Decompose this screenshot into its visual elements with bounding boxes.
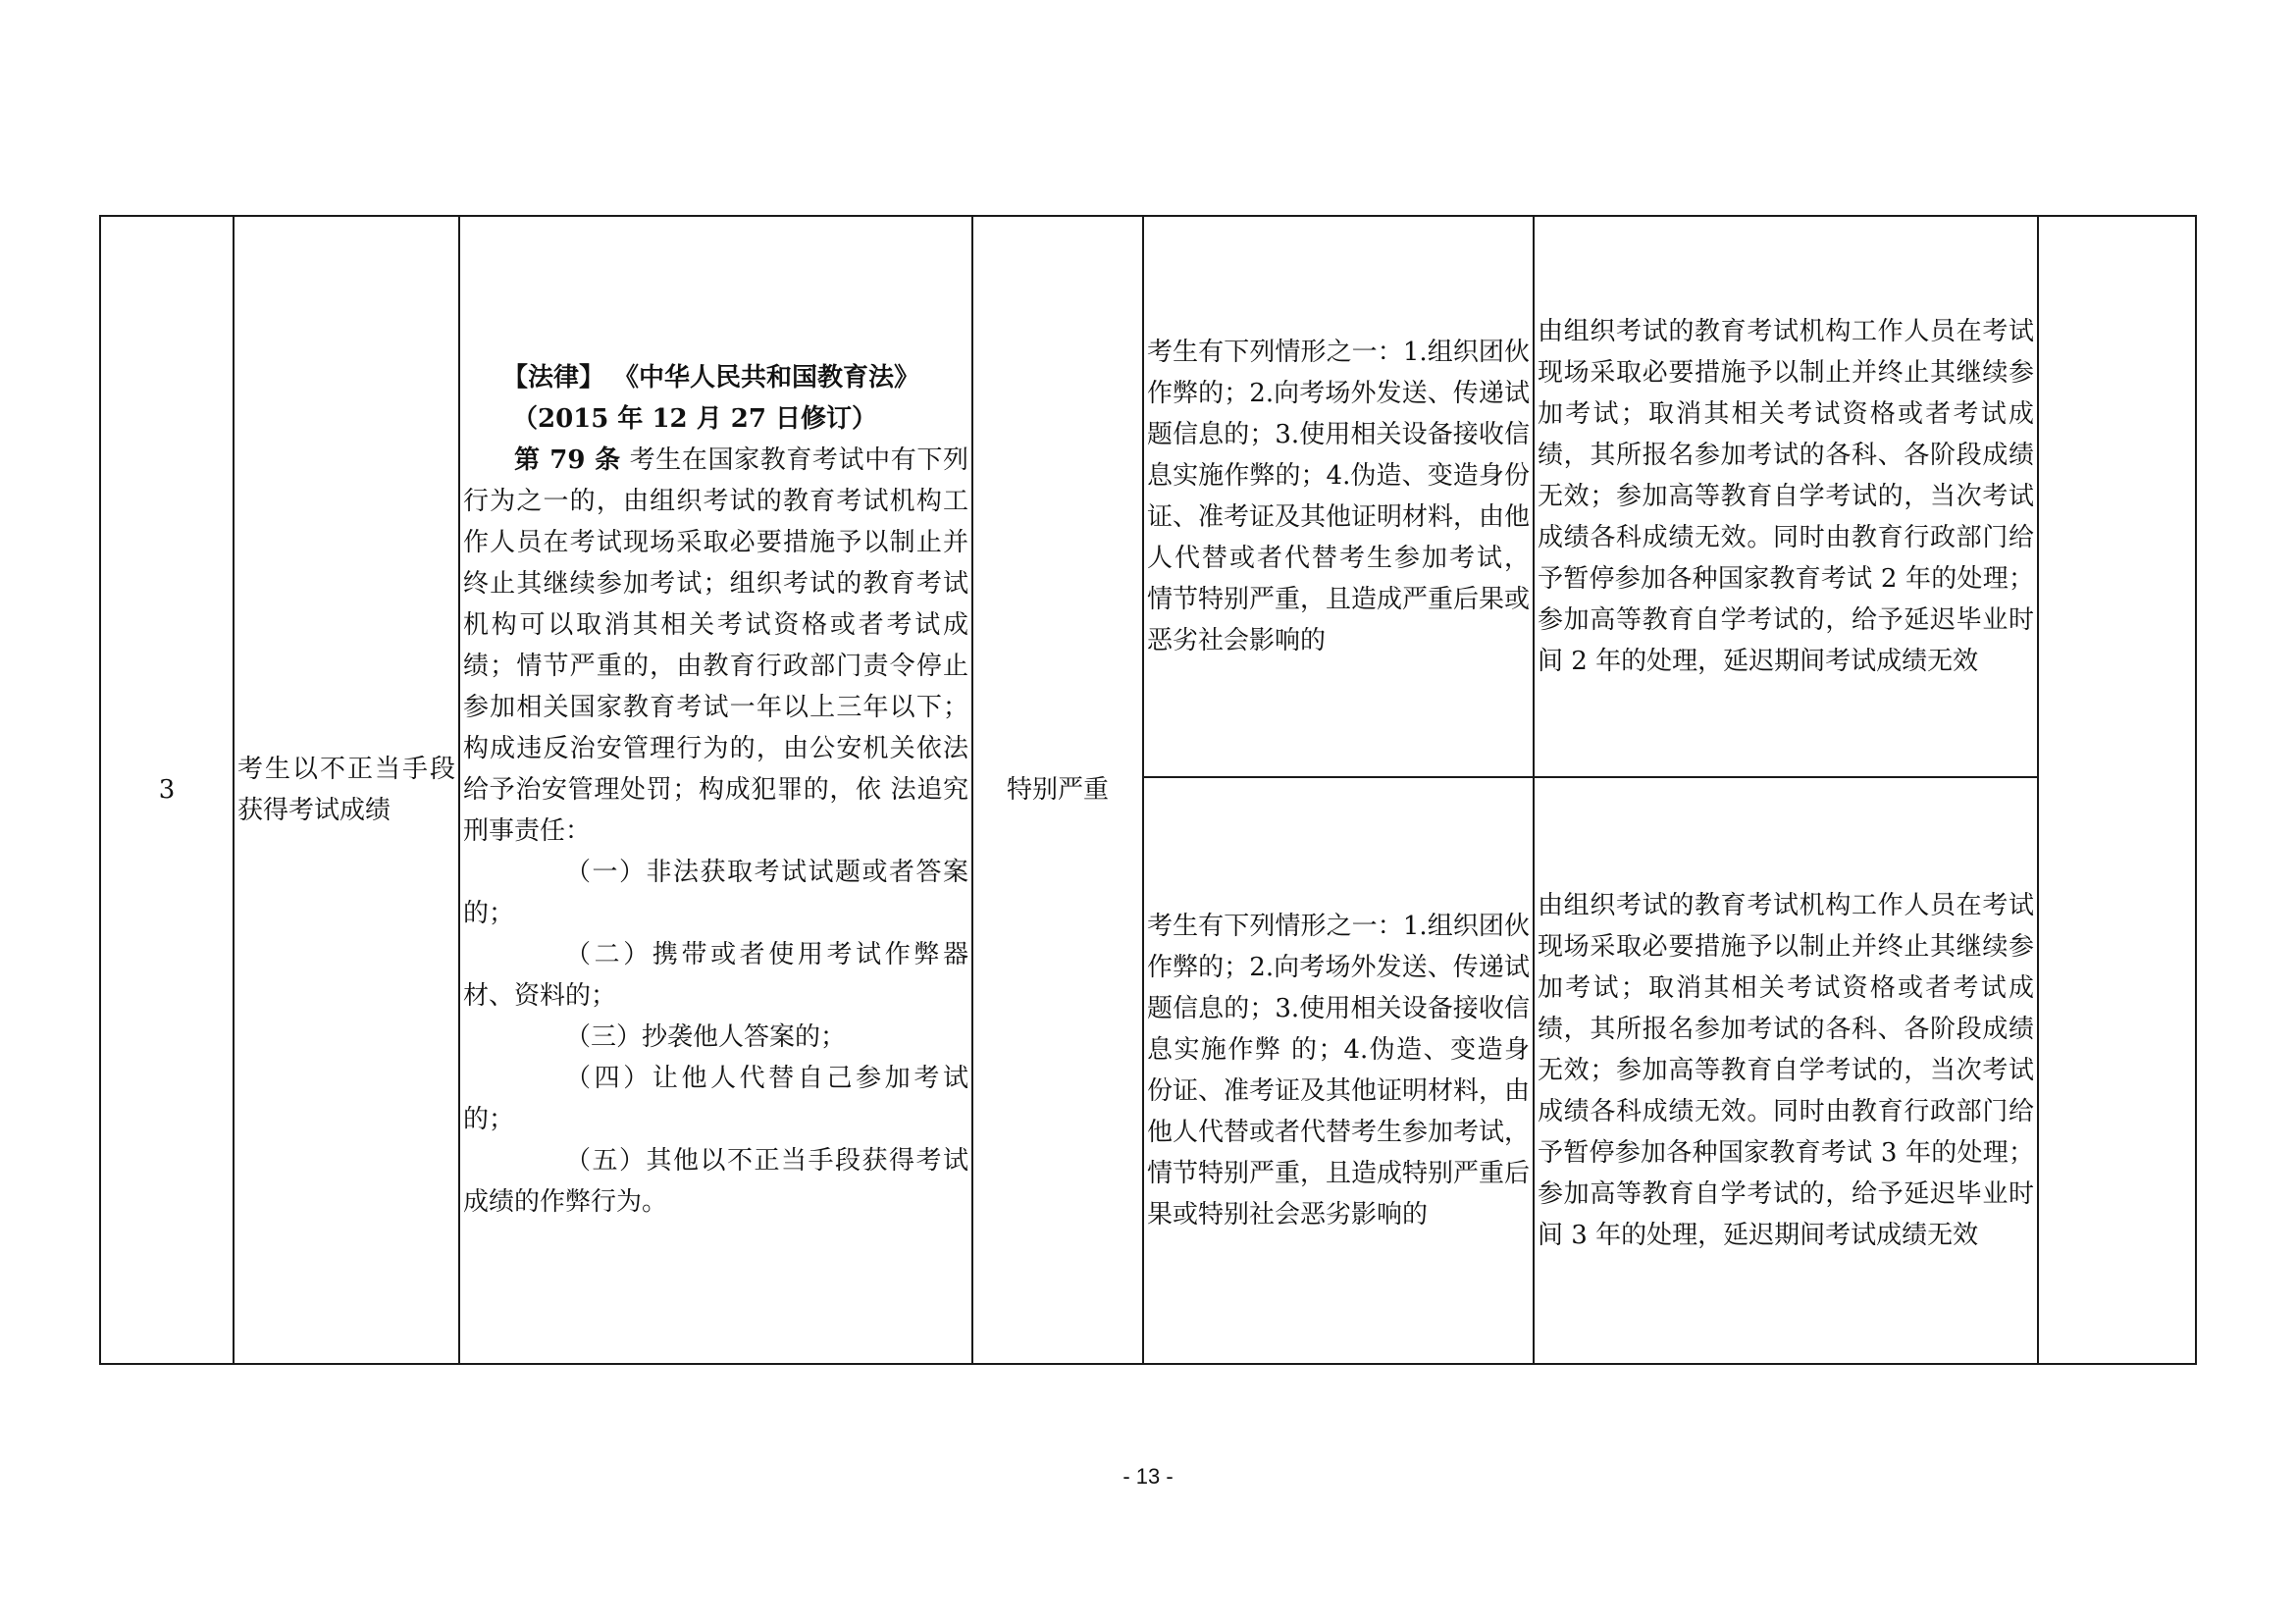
situation-cell-2 [1143, 777, 1534, 1364]
law-item-3: （三）抄袭他人答案的； [565, 1022, 847, 1052]
law-item-2: （二）携带或者使用考试作弊器材、资料的； [463, 940, 968, 1011]
penalty-text-1: 由组织考试的教育考试机构工作人员在考试现场采取必要措施予以制止并终止其继续参加考试；取消其相关考试资格或者考试成绩，其所报名参加考试的各科、各阶段成绩无效；参加高等教育自学考试的，当次考试成绩各科成绩无效。同时由教育行政部门给予暂停参加各种国家教育考试 2 年的处理；参加高等教育自学考试的，给予延迟毕业时间 2 年的处理，延迟期间考试成绩无效 [1538, 317, 2034, 676]
law-item-4: （四）让他人代替自己参加考试的； [463, 1064, 968, 1134]
situation-cell-1 [1143, 216, 1534, 777]
severity-cell [972, 216, 1143, 1364]
situation-text-1: 考生有下列情形之一：1.组织团伙作弊的；2.向考场外发送、传递试题信息的；3.使用相关设备接收信息实施作弊的；4.伪造、变造身份证、准考证及其他证明材料，由他人代替或者代替考生参加考试， 情节特别严重，且造成严重后果或恶劣社会影响的 [1147, 338, 1531, 655]
table-row [100, 216, 2196, 777]
law-item-1: （一）非法获取考试试题或者答案的； [463, 858, 968, 928]
row-number: 3 [158, 775, 176, 805]
violation-cell [234, 216, 459, 1364]
penalty-cell-1 [1534, 216, 2038, 777]
row-number-cell [100, 216, 234, 1364]
law-article [463, 440, 968, 852]
remarks-cell [2038, 216, 2196, 1364]
article-text: 考生在国家教育考试中有下列行为之一的，由组织考试的教育考试机构工作人员在考试现场采取必要措施予以制止并终止其继续参加考试；组织考试的教育考试机构可以取消其相关考试资格或者考试成绩；情节严重的，由教育行政部门责令停止参加相关国家教育考试一年以上三年以下；构成违反治安管理行为的，由公安机关依法给予治安管理处罚；构成犯罪的，依 法追究刑事责任： [463, 445, 968, 846]
law-heading: 【法律】 《中华人民共和国教育法》 [502, 363, 920, 392]
article-number: 第 79 条 [514, 445, 621, 475]
page-number: - 13 - [1122, 1464, 1174, 1489]
law-basis [460, 357, 971, 1223]
law-revision-date: （2015 年 12 月 27 日修订） [512, 404, 877, 434]
law-basis-cell [459, 216, 972, 1364]
penalty-text-2: 由组织考试的教育考试机构工作人员在考试现场采取必要措施予以制止并终止其继续参加考试；取消其相关考试资格或者考试成绩，其所报名参加考试的各科、各阶段成绩无效；参加高等教育自学考试的，当次考试成绩各科成绩无效。同时由教育行政部门给予暂停参加各种国家教育考试 3 年的处理；参加高等教育自学考试的，给予延迟毕业时间 3 年的处理，延迟期间考试成绩无效 [1538, 891, 2034, 1250]
penalty-table [99, 215, 2197, 1365]
penalty-cell-2 [1534, 777, 2038, 1364]
law-item-5: （五）其他以不正当手段获得考试成绩的作弊行为。 [463, 1146, 968, 1217]
severity-level: 特别严重 [1006, 775, 1109, 805]
violation-text: 考生以不正当手段获得考试成绩 [237, 755, 455, 825]
situation-text-2: 考生有下列情形之一：1.组织团伙作弊的；2.向考场外发送、传递试题信息的；3.使用相关设备接收信息实施作弊 的；4.伪造、变造身份证、准考证及其他证明材料，由他人代替或者代替考生参加考试， 情节特别严重，且造成特别严重后果或特别社会恶劣影响的 [1147, 912, 1531, 1230]
